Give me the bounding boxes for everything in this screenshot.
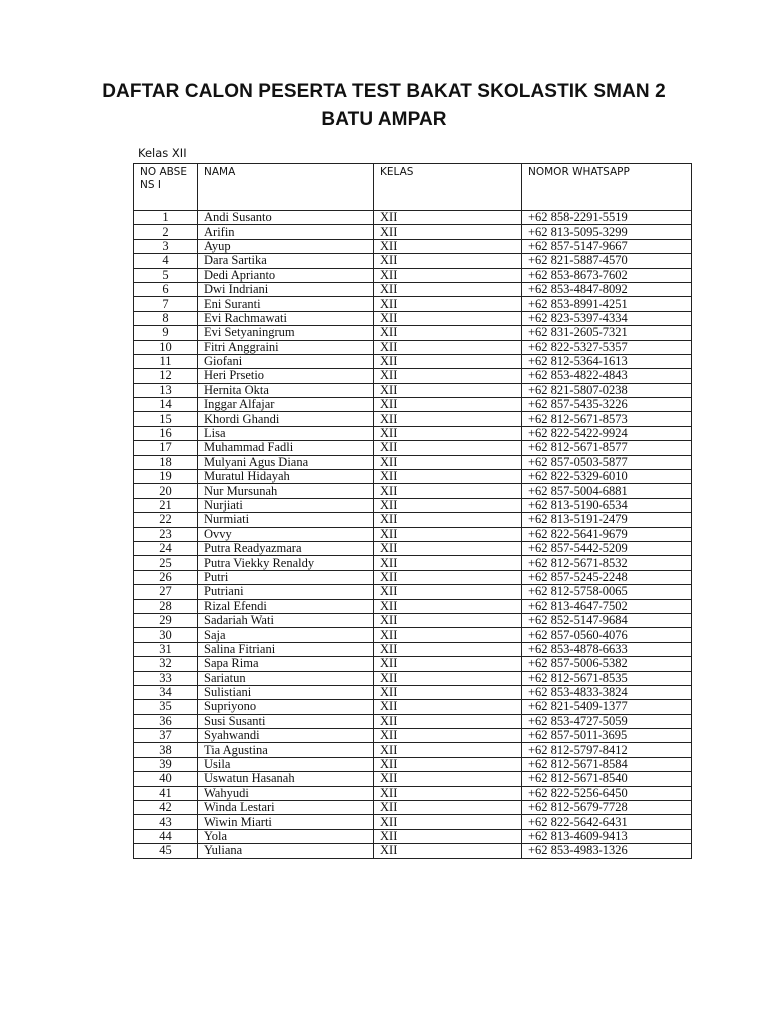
cell-no: 2 <box>134 225 198 239</box>
cell-nama: Evi Setyaningrum <box>198 326 374 340</box>
table-row <box>134 441 692 455</box>
cell-kelas: XII <box>374 211 522 225</box>
cell-kelas: XII <box>374 585 522 599</box>
cell-whatsapp: +62 821-5807-0238 <box>522 383 692 397</box>
cell-nama: Rizal Efendi <box>198 599 374 613</box>
cell-nama: Sapa Rima <box>198 657 374 671</box>
cell-kelas: XII <box>374 743 522 757</box>
table-row <box>134 729 692 743</box>
cell-whatsapp: +62 853-4727-5059 <box>522 714 692 728</box>
table-row <box>134 297 692 311</box>
cell-no: 1 <box>134 211 198 225</box>
table-row <box>134 470 692 484</box>
cell-no: 20 <box>134 484 198 498</box>
cell-no: 12 <box>134 369 198 383</box>
table-row <box>134 599 692 613</box>
cell-whatsapp: +62 822-5422-9924 <box>522 426 692 440</box>
cell-nama: Mulyani Agus Diana <box>198 455 374 469</box>
table-row <box>134 628 692 642</box>
cell-kelas: XII <box>374 470 522 484</box>
cell-no: 45 <box>134 844 198 858</box>
table-row <box>134 412 692 426</box>
cell-whatsapp: +62 821-5887-4570 <box>522 254 692 268</box>
table-row <box>134 829 692 843</box>
cell-nama: Khordi Ghandi <box>198 412 374 426</box>
cell-nama: Fitri Anggraini <box>198 340 374 354</box>
cell-nama: Saja <box>198 628 374 642</box>
cell-nama: Putra Readyazmara <box>198 541 374 555</box>
cell-nama: Supriyono <box>198 700 374 714</box>
table-row <box>134 311 692 325</box>
cell-kelas: XII <box>374 772 522 786</box>
cell-whatsapp: +62 822-5327-5357 <box>522 340 692 354</box>
table-row <box>134 268 692 282</box>
cell-nama: Lisa <box>198 426 374 440</box>
header-kelas: KELAS <box>374 164 522 211</box>
cell-whatsapp: +62 812-5671-8532 <box>522 556 692 570</box>
cell-nama: Sariatun <box>198 671 374 685</box>
cell-no: 7 <box>134 297 198 311</box>
table-row <box>134 613 692 627</box>
table-row <box>134 282 692 296</box>
cell-no: 32 <box>134 657 198 671</box>
cell-kelas: XII <box>374 700 522 714</box>
table-row <box>134 657 692 671</box>
cell-whatsapp: +62 812-5671-8540 <box>522 772 692 786</box>
table-row <box>134 398 692 412</box>
cell-kelas: XII <box>374 412 522 426</box>
table-row <box>134 743 692 757</box>
class-label: Kelas XII <box>138 146 187 160</box>
cell-nama: Ovvy <box>198 527 374 541</box>
cell-nama: Sadariah Wati <box>198 613 374 627</box>
cell-kelas: XII <box>374 326 522 340</box>
cell-no: 30 <box>134 628 198 642</box>
table-row <box>134 757 692 771</box>
cell-nama: Ayup <box>198 239 374 253</box>
table-row <box>134 541 692 555</box>
cell-whatsapp: +62 812-5671-8584 <box>522 757 692 771</box>
cell-kelas: XII <box>374 398 522 412</box>
cell-whatsapp: +62 853-4822-4843 <box>522 369 692 383</box>
cell-kelas: XII <box>374 786 522 800</box>
cell-nama: Inggar Alfajar <box>198 398 374 412</box>
cell-no: 27 <box>134 585 198 599</box>
cell-whatsapp: +62 858-2291-5519 <box>522 211 692 225</box>
cell-no: 17 <box>134 441 198 455</box>
cell-whatsapp: +62 822-5641-9679 <box>522 527 692 541</box>
cell-no: 36 <box>134 714 198 728</box>
cell-no: 3 <box>134 239 198 253</box>
cell-whatsapp: +62 857-5004-6881 <box>522 484 692 498</box>
cell-kelas: XII <box>374 685 522 699</box>
cell-nama: Putra Viekky Renaldy <box>198 556 374 570</box>
cell-nama: Putri <box>198 570 374 584</box>
cell-kelas: XII <box>374 311 522 325</box>
table-row <box>134 369 692 383</box>
cell-whatsapp: +62 857-5435-3226 <box>522 398 692 412</box>
cell-no: 11 <box>134 354 198 368</box>
table-row <box>134 556 692 570</box>
table-header-row <box>134 164 692 211</box>
cell-whatsapp: +62 857-0503-5877 <box>522 455 692 469</box>
cell-whatsapp: +62 822-5256-6450 <box>522 786 692 800</box>
cell-nama: Wiwin Miarti <box>198 815 374 829</box>
cell-kelas: XII <box>374 829 522 843</box>
table-row <box>134 239 692 253</box>
cell-nama: Andi Susanto <box>198 211 374 225</box>
cell-no: 9 <box>134 326 198 340</box>
header-nomor-whatsapp: NOMOR WHATSAPP <box>522 164 692 211</box>
header-no-absensi: NO ABSENS I <box>134 164 198 211</box>
cell-no: 5 <box>134 268 198 282</box>
participant-table <box>133 163 692 859</box>
cell-kelas: XII <box>374 354 522 368</box>
cell-kelas: XII <box>374 657 522 671</box>
cell-whatsapp: +62 853-4847-8092 <box>522 282 692 296</box>
cell-no: 15 <box>134 412 198 426</box>
cell-no: 41 <box>134 786 198 800</box>
cell-whatsapp: +62 813-4609-9413 <box>522 829 692 843</box>
cell-kelas: XII <box>374 340 522 354</box>
cell-kelas: XII <box>374 801 522 815</box>
cell-whatsapp: +62 857-0560-4076 <box>522 628 692 642</box>
cell-no: 37 <box>134 729 198 743</box>
cell-nama: Muhammad Fadli <box>198 441 374 455</box>
cell-no: 14 <box>134 398 198 412</box>
table-row <box>134 585 692 599</box>
cell-no: 8 <box>134 311 198 325</box>
cell-no: 24 <box>134 541 198 555</box>
document-title-line-1: DAFTAR CALON PESERTA TEST BAKAT SKOLASTIK SMAN 2 <box>102 81 666 102</box>
cell-kelas: XII <box>374 498 522 512</box>
cell-nama: Hernita Okta <box>198 383 374 397</box>
cell-no: 39 <box>134 757 198 771</box>
table-row <box>134 340 692 354</box>
cell-kelas: XII <box>374 254 522 268</box>
cell-no: 16 <box>134 426 198 440</box>
cell-whatsapp: +62 812-5679-7728 <box>522 801 692 815</box>
cell-no: 6 <box>134 282 198 296</box>
cell-whatsapp: +62 812-5797-8412 <box>522 743 692 757</box>
table-row <box>134 815 692 829</box>
cell-whatsapp: +62 831-2605-7321 <box>522 326 692 340</box>
table-row <box>134 211 692 225</box>
table-row <box>134 513 692 527</box>
cell-kelas: XII <box>374 282 522 296</box>
cell-kelas: XII <box>374 297 522 311</box>
cell-no: 25 <box>134 556 198 570</box>
table-row <box>134 685 692 699</box>
cell-no: 28 <box>134 599 198 613</box>
cell-kelas: XII <box>374 369 522 383</box>
cell-no: 31 <box>134 642 198 656</box>
cell-kelas: XII <box>374 426 522 440</box>
cell-nama: Yuliana <box>198 844 374 858</box>
cell-whatsapp: +62 812-5671-8535 <box>522 671 692 685</box>
header-nama: NAMA <box>198 164 374 211</box>
table-row <box>134 772 692 786</box>
table-row <box>134 570 692 584</box>
cell-nama: Usila <box>198 757 374 771</box>
cell-whatsapp: +62 857-5442-5209 <box>522 541 692 555</box>
table-row <box>134 254 692 268</box>
cell-no: 13 <box>134 383 198 397</box>
cell-no: 35 <box>134 700 198 714</box>
cell-kelas: XII <box>374 556 522 570</box>
cell-kelas: XII <box>374 599 522 613</box>
cell-no: 40 <box>134 772 198 786</box>
cell-nama: Syahwandi <box>198 729 374 743</box>
cell-kelas: XII <box>374 714 522 728</box>
table-row <box>134 484 692 498</box>
cell-whatsapp: +62 853-4833-3824 <box>522 685 692 699</box>
cell-nama: Yola <box>198 829 374 843</box>
cell-whatsapp: +62 857-5011-3695 <box>522 729 692 743</box>
cell-no: 33 <box>134 671 198 685</box>
cell-whatsapp: +62 857-5245-2248 <box>522 570 692 584</box>
cell-kelas: XII <box>374 541 522 555</box>
cell-nama: Putriani <box>198 585 374 599</box>
cell-whatsapp: +62 853-4878-6633 <box>522 642 692 656</box>
cell-whatsapp: +62 821-5409-1377 <box>522 700 692 714</box>
cell-no: 43 <box>134 815 198 829</box>
cell-whatsapp: +62 853-8673-7602 <box>522 268 692 282</box>
cell-no: 42 <box>134 801 198 815</box>
cell-whatsapp: +62 853-8991-4251 <box>522 297 692 311</box>
cell-kelas: XII <box>374 570 522 584</box>
document-title-line-2: BATU AMPAR <box>321 109 447 130</box>
table-row <box>134 383 692 397</box>
cell-nama: Arifin <box>198 225 374 239</box>
cell-whatsapp: +62 813-4647-7502 <box>522 599 692 613</box>
cell-whatsapp: +62 853-4983-1326 <box>522 844 692 858</box>
cell-nama: Salina Fitriani <box>198 642 374 656</box>
table-row <box>134 498 692 512</box>
cell-kelas: XII <box>374 757 522 771</box>
cell-whatsapp: +62 823-5397-4334 <box>522 311 692 325</box>
cell-kelas: XII <box>374 844 522 858</box>
cell-kelas: XII <box>374 239 522 253</box>
cell-nama: Heri Prsetio <box>198 369 374 383</box>
cell-no: 44 <box>134 829 198 843</box>
cell-nama: Muratul Hidayah <box>198 470 374 484</box>
cell-kelas: XII <box>374 628 522 642</box>
table-row <box>134 326 692 340</box>
cell-nama: Giofani <box>198 354 374 368</box>
cell-no: 10 <box>134 340 198 354</box>
cell-whatsapp: +62 822-5329-6010 <box>522 470 692 484</box>
cell-whatsapp: +62 813-5191-2479 <box>522 513 692 527</box>
table-row <box>134 426 692 440</box>
cell-kelas: XII <box>374 613 522 627</box>
table-row <box>134 225 692 239</box>
cell-kelas: XII <box>374 225 522 239</box>
cell-kelas: XII <box>374 642 522 656</box>
cell-nama: Evi Rachmawati <box>198 311 374 325</box>
cell-nama: Eni Suranti <box>198 297 374 311</box>
cell-whatsapp: +62 812-5364-1613 <box>522 354 692 368</box>
table-row <box>134 527 692 541</box>
cell-whatsapp: +62 813-5190-6534 <box>522 498 692 512</box>
cell-no: 38 <box>134 743 198 757</box>
cell-kelas: XII <box>374 513 522 527</box>
table-row <box>134 801 692 815</box>
cell-kelas: XII <box>374 527 522 541</box>
cell-no: 18 <box>134 455 198 469</box>
cell-nama: Susi Susanti <box>198 714 374 728</box>
cell-whatsapp: +62 813-5095-3299 <box>522 225 692 239</box>
table-row <box>134 354 692 368</box>
cell-kelas: XII <box>374 671 522 685</box>
cell-nama: Wahyudi <box>198 786 374 800</box>
cell-whatsapp: +62 812-5671-8577 <box>522 441 692 455</box>
cell-whatsapp: +62 822-5642-6431 <box>522 815 692 829</box>
cell-no: 26 <box>134 570 198 584</box>
table-row <box>134 455 692 469</box>
cell-kelas: XII <box>374 268 522 282</box>
cell-whatsapp: +62 857-5006-5382 <box>522 657 692 671</box>
cell-kelas: XII <box>374 815 522 829</box>
cell-no: 4 <box>134 254 198 268</box>
table-row <box>134 671 692 685</box>
cell-kelas: XII <box>374 455 522 469</box>
cell-nama: Dara Sartika <box>198 254 374 268</box>
table-row <box>134 700 692 714</box>
table-row <box>134 844 692 858</box>
cell-no: 22 <box>134 513 198 527</box>
table-row <box>134 786 692 800</box>
table-row <box>134 714 692 728</box>
cell-no: 19 <box>134 470 198 484</box>
cell-nama: Nur Mursunah <box>198 484 374 498</box>
cell-no: 21 <box>134 498 198 512</box>
table-body <box>134 211 692 859</box>
cell-kelas: XII <box>374 484 522 498</box>
cell-nama: Dedi Aprianto <box>198 268 374 282</box>
cell-whatsapp: +62 852-5147-9684 <box>522 613 692 627</box>
cell-nama: Winda Lestari <box>198 801 374 815</box>
cell-no: 29 <box>134 613 198 627</box>
cell-kelas: XII <box>374 441 522 455</box>
table-row <box>134 642 692 656</box>
cell-kelas: XII <box>374 383 522 397</box>
cell-no: 23 <box>134 527 198 541</box>
cell-nama: Nurmiati <box>198 513 374 527</box>
cell-whatsapp: +62 812-5671-8573 <box>522 412 692 426</box>
cell-nama: Tia Agustina <box>198 743 374 757</box>
cell-whatsapp: +62 857-5147-9667 <box>522 239 692 253</box>
cell-nama: Nurjiati <box>198 498 374 512</box>
cell-kelas: XII <box>374 729 522 743</box>
cell-nama: Sulistiani <box>198 685 374 699</box>
cell-nama: Uswatun Hasanah <box>198 772 374 786</box>
cell-no: 34 <box>134 685 198 699</box>
cell-nama: Dwi Indriani <box>198 282 374 296</box>
cell-whatsapp: +62 812-5758-0065 <box>522 585 692 599</box>
